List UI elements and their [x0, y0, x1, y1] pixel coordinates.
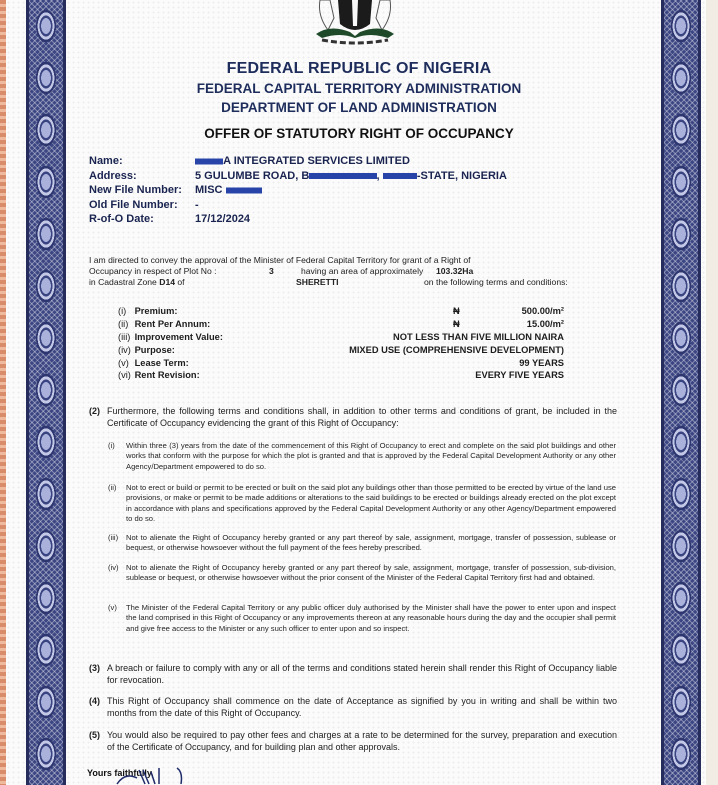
sub-clause — [108, 441, 616, 472]
date-row — [89, 212, 507, 227]
term-label — [118, 331, 223, 344]
term-label-text: Lease Term: — [134, 357, 189, 368]
area-label: having an area of approximately — [301, 266, 424, 276]
sub-clause — [108, 563, 616, 584]
sub-clause — [108, 483, 616, 524]
document-title: OFFER OF STATUTORY RIGHT OF OCCUPANCY — [204, 126, 514, 141]
district-value: SHERETTI — [296, 277, 339, 287]
clause-text: Furthermore, the following terms and conditions shall, in addition to other terms and conditions of grant, be included in the Certificate of Occupancy evidencing the grant of this Right of Occupancy: — [107, 406, 617, 428]
date-value: 17/12/2024 — [195, 213, 251, 225]
term-label-text: Rent Per Annum: — [134, 318, 211, 329]
district-of: of — [177, 277, 185, 287]
address-label: Address: — [89, 169, 137, 182]
naira-icon: ₦ — [453, 318, 460, 329]
terms-list — [118, 305, 564, 382]
address-row — [89, 169, 507, 184]
term-number: (ii) — [118, 318, 129, 329]
sub-clause — [108, 533, 616, 554]
term-row — [118, 318, 564, 331]
old-file-value: - — [195, 198, 199, 211]
old-file-row — [89, 198, 507, 213]
header-administration: FEDERAL CAPITAL TERRITORY ADMINISTRATION — [196, 81, 522, 96]
decorative-border-left — [26, 0, 66, 785]
term-row — [118, 331, 564, 344]
sub-clause-number: (iii) — [108, 533, 119, 542]
intro-line-2 — [89, 266, 609, 277]
term-row — [118, 357, 564, 370]
sub-clause-text: Not to alienate the Right of Occupancy hereby granted or any part thereof by sale, assignment, mortgage, transfer of possession, sublease or bequest, or otherwise howsoever without the full payment of the fees hereby prescribed. — [126, 533, 616, 553]
name-label: Name: — [89, 155, 123, 167]
name-value — [195, 154, 410, 169]
sub-clause-text: Within three (3) years from the date of the commencement of this Right of Occupancy to erect and complete on the said plot buildings and other works that conform with the purpose for which the plot is granted and that is approved by the Federal Capital Development Authority or any other Agency/Department empowered to do so. — [126, 441, 616, 471]
intro-line-3 — [89, 277, 609, 288]
redaction-mark — [195, 154, 223, 169]
terms-intro: on the following terms and conditions: — [424, 277, 568, 287]
term-label — [118, 369, 200, 382]
sub-clause-number: (v) — [108, 603, 117, 612]
header-department: DEPARTMENT OF LAND ADMINISTRATION — [221, 100, 497, 115]
clause-number: (3) — [89, 663, 100, 673]
term-value: EVERY FIVE YEARS — [475, 370, 564, 381]
signature-icon — [115, 764, 195, 785]
address-text-1: 5 GULUMBE ROAD, B — [195, 169, 310, 182]
clause-text: A breach or failure to comply with any or all of the terms and conditions stated herein shall render this Right of Occupancy liable for revocation. — [107, 663, 617, 685]
term-row — [118, 344, 564, 357]
zone-label: in Cadastral Zone — [89, 277, 157, 287]
term-label — [118, 318, 210, 331]
term-value: NOT LESS THAN FIVE MILLION NAIRA — [393, 331, 564, 342]
clause-2 — [89, 406, 617, 429]
address-value — [195, 169, 507, 184]
clause-text: You would also be required to pay other fees and charges at a rate to be determined for the survey, preparation and execution of the Certificate of Occupancy, and for building plan and other approvals. — [107, 730, 617, 752]
sub-clause — [108, 603, 616, 634]
address-separator: , — [376, 169, 383, 182]
clause-number: (5) — [89, 730, 100, 740]
term-value: 99 YEARS — [519, 357, 564, 368]
clause-5 — [89, 730, 617, 753]
name-text: A INTEGRATED SERVICES LIMITED — [223, 155, 410, 167]
term-label-text: Premium: — [134, 306, 178, 316]
plot-label: Occupancy in respect of Plot No : — [89, 266, 217, 276]
new-file-prefix: MISC — [195, 184, 223, 196]
term-row — [118, 369, 564, 382]
plot-number: 3 — [269, 266, 274, 276]
sub-clause-text: The Minister of the Federal Capital Territory or any public officer duly authorised by the Minister shall have the power to enter upon and inspect the land comprised in this Right of Occupancy or any improvements thereon at any reasonable hours during the day and the occupier shall permit and give free access to the Minister or any such officer to enter upon and so inspect. — [126, 603, 616, 633]
term-number: (v) — [118, 357, 129, 368]
sub-clause-number: (iv) — [108, 563, 119, 572]
clause-number: (2) — [89, 406, 100, 416]
new-file-label: New File Number: — [89, 184, 182, 196]
name-row — [89, 154, 507, 169]
date-label: R-of-O Date: — [89, 213, 154, 225]
term-number: (iv) — [118, 344, 131, 355]
decorative-border-right — [661, 0, 701, 785]
redaction-mark — [309, 169, 376, 184]
intro-paragraph — [89, 255, 609, 288]
term-row — [118, 305, 564, 318]
redaction-mark — [226, 183, 263, 198]
signoff: Yours faithfully, — [87, 768, 154, 778]
paper-edge-right — [706, 0, 718, 785]
clause-number: (4) — [89, 696, 100, 706]
term-label-text: Rent Revision: — [134, 370, 200, 381]
term-label — [118, 305, 177, 318]
term-value: MIXED USE (COMPREHENSIVE DEVELOPMENT) — [349, 344, 564, 355]
clause-text: This Right of Occupancy shall commence on the date of Acceptance as signified by you in writing and shall be within two months from the date of this Right of Occupancy. — [107, 696, 617, 718]
sub-clause-number: (i) — [108, 441, 115, 450]
zone-value: D14 — [159, 277, 175, 287]
sub-clause-text: Not to erect or build or permit to be erected or built on the said plot any buildings other than those permitted to be erected by virtue of the land use provisions, or make or permit to be made additions or alterations to the said buildings to be erected or buildings already erected on the plot except in accordance with plans and specifications approved by the Federal Capital Development Authority or any other Agency/Department empowered to do so. — [126, 483, 616, 523]
address-text-2: -STATE, NIGERIA — [416, 169, 507, 182]
term-label-text: Improvement Value: — [134, 331, 223, 342]
term-value: 15.00/m² — [526, 318, 564, 329]
new-file-value — [195, 183, 262, 198]
new-file-row — [89, 183, 507, 198]
term-number: (i) — [118, 306, 127, 316]
applicant-info — [89, 154, 507, 227]
old-file-label: Old File Number: — [89, 198, 178, 211]
term-label — [118, 344, 175, 357]
term-number: (vi) — [118, 370, 131, 381]
clause-3 — [89, 663, 617, 686]
coat-of-arms-icon — [300, 0, 410, 46]
term-label — [118, 357, 189, 370]
naira-icon: ₦ — [453, 306, 460, 316]
term-value: 500.00/m² — [521, 306, 564, 316]
redaction-mark — [383, 169, 417, 184]
term-label-text: Purpose: — [134, 344, 175, 355]
header-country: FEDERAL REPUBLIC OF NIGERIA — [226, 60, 492, 77]
intro-line-1: I am directed to convey the approval of the Minister of Federal Capital Territory for grant of a Right of — [89, 255, 471, 265]
area-value: 103.32Ha — [436, 266, 474, 276]
sub-clause-number: (ii) — [108, 483, 117, 492]
clause-4 — [89, 696, 617, 719]
term-number: (iii) — [118, 331, 131, 342]
sub-clause-text: Not to alienate the Right of Occupancy hereby granted or any part thereof by sale, assignment, mortgage, transfer of possession, sub-division, sublease or bequest, or otherwise howsoever without the prior consent of the Minister of the Federal Capital Territory first had and obtained. — [126, 563, 616, 583]
